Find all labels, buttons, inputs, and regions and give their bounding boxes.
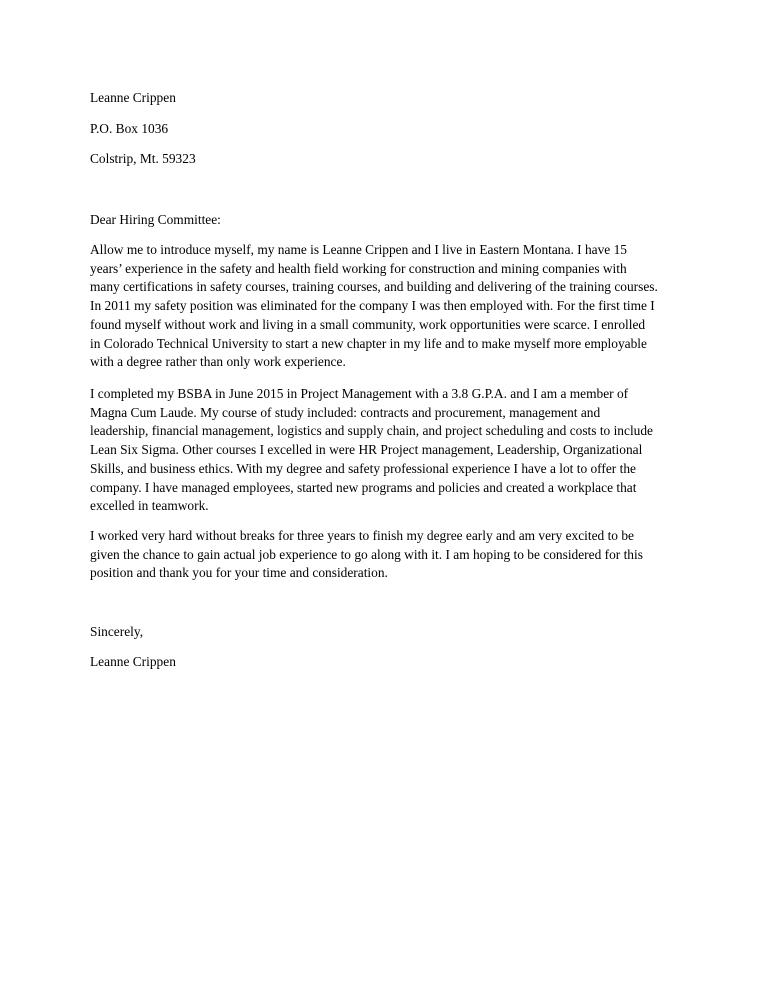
paragraph-line: given the chance to gain actual job experience to go along with it. I am hoping to be considered for this	[90, 546, 643, 562]
paragraph-education	[90, 385, 690, 516]
paragraph-closing-remarks	[90, 527, 690, 583]
paragraph-line: Magna Cum Laude. My course of study included: contracts and procurement, management and	[90, 404, 601, 420]
paragraph-line: Lean Six Sigma. Other courses I excelled in were HR Project management, Leadership, Organizational	[90, 442, 643, 458]
paragraph-line: many certifications in safety courses, training courses, and building and delivering of the training courses.	[90, 279, 658, 295]
paragraph-line: Allow me to introduce myself, my name is Leanne Crippen and I live in Eastern Montana. I have 15	[90, 242, 627, 257]
paragraph-line: Skills, and business ethics. With my degree and safety professional experience I have a lot to offer the	[90, 460, 636, 476]
sender-city: Colstrip, Mt. 59323	[90, 151, 196, 166]
paragraph-line: company. I have managed employees, started new programs and policies and created a workplace that	[90, 479, 637, 495]
paragraph-line: In 2011 my safety position was eliminated for the company I was then employed with. For the first time I	[90, 298, 655, 314]
paragraph-line: excelled in teamwork.	[90, 498, 209, 514]
paragraph-introduction	[90, 241, 690, 372]
paragraph-line: position and thank you for your time and consideration.	[90, 565, 388, 581]
paragraph-line: in Colorado Technical University to start a new chapter in my life and to make myself more employable	[90, 335, 647, 351]
salutation: Dear Hiring Committee:	[90, 212, 221, 227]
paragraph-line: leadership, financial management, logistics and supply chain, and project scheduling and costs to include	[90, 423, 653, 439]
signature-name: Leanne Crippen	[90, 654, 176, 669]
paragraph-line: I worked very hard without breaks for three years to finish my degree early and am very excited to be	[90, 528, 634, 543]
sender-name: Leanne Crippen	[90, 90, 176, 105]
paragraph-line: years’ experience in the safety and health field working for construction and mining companies with	[90, 260, 627, 276]
paragraph-line: found myself without work and living in a small community, work opportunities were scarce. I enrolled	[90, 316, 646, 332]
paragraph-line: I completed my BSBA in June 2015 in Project Management with a 3.8 G.P.A. and I am a member of	[90, 386, 629, 401]
paragraph-line: with a degree rather than only work experience.	[90, 354, 346, 370]
sender-address: P.O. Box 1036	[90, 121, 169, 136]
closing: Sincerely,	[90, 624, 144, 639]
